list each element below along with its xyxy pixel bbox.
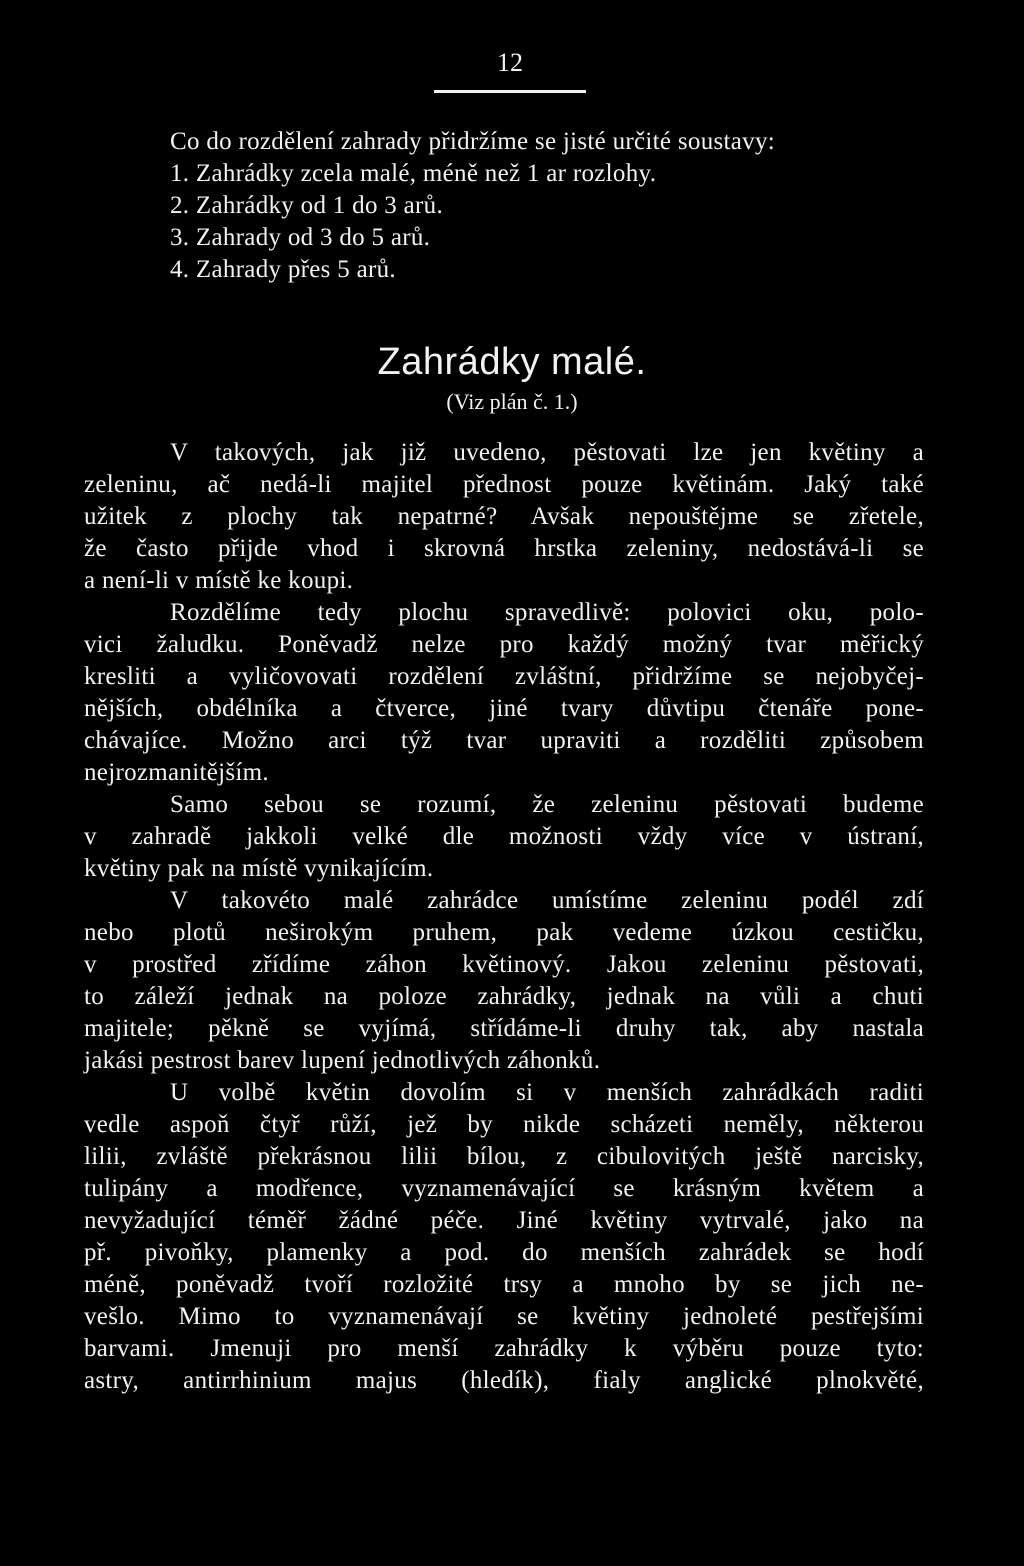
paragraph-line: majitele; pěkně se vyjímá, střídáme-li druhy tak, aby nastala xyxy=(84,1015,924,1042)
paragraph-line: nejrozmanitějším. xyxy=(84,759,269,786)
paragraph-line: vedle aspoň čtyř růží, jež by nikde scházeti neměly, některou xyxy=(84,1111,924,1138)
paragraph-line: kresliti a vyličovovati rozdělení zvláštní, přidržíme se nejobyčej- xyxy=(84,663,924,690)
list-item: 4. Zahrady přes 5 arů. xyxy=(170,256,396,283)
paragraph-line: nevyžadující téměř žádné péče. Jiné květiny vytrvalé, jako na xyxy=(84,1207,924,1234)
paragraph-line: U volbě květin dovolím si v menších zahrádkách raditi xyxy=(170,1079,924,1106)
intro-block xyxy=(170,126,950,158)
list-item: 1. Zahrádky zcela malé, méně než 1 ar rozlohy. xyxy=(170,160,657,187)
paragraph-line: méně, poněvadž tvoří rozložité trsy a mnoho by se jich ne- xyxy=(84,1271,924,1298)
section-subtitle: (Viz plán č. 1.) xyxy=(446,389,578,414)
list-item: 3. Zahrady od 3 do 5 arů. xyxy=(170,224,431,251)
paragraph-line: v zahradě jakkoli velké dle možnosti vždy více v ústraní, xyxy=(84,823,924,850)
paragraph-line: užitek z plochy tak nepatrné? Avšak nepouštějme se zřetele, xyxy=(84,503,924,530)
paragraph-line: chávajíce. Možno arci týž tvar upraviti a rozděliti způsobem xyxy=(84,727,924,754)
page-number: 12 xyxy=(497,48,523,77)
paragraph-line: tulipány a modřence, vyznamenávající se krásným květem a xyxy=(84,1175,924,1202)
paragraph-line: vici žaludku. Poněvadž nelze pro každý možný tvar měřický xyxy=(84,631,924,658)
paragraph-line: Samo sebou se rozumí, že zeleninu pěstovati budeme xyxy=(170,791,924,818)
paragraph-line: V takovéto malé zahrádce umístíme zeleninu podél zdí xyxy=(170,887,924,914)
page-number-rule xyxy=(434,90,586,93)
paragraph-line: nějších, obdélníka a čtverce, jiné tvary důvtipu čtenáře pone- xyxy=(84,695,924,722)
intro-line: Co do rozdělení zahrady přidržíme se jisté určité soustavy: xyxy=(170,128,776,155)
paragraph-line: a není-li v místě ke koupi. xyxy=(84,567,354,594)
paragraph-line: květiny pak na místě vynikajícím. xyxy=(84,855,434,882)
division-list xyxy=(170,158,950,286)
paragraph-line: zeleninu, ač nedá-li majitel přednost pouze květinám. Jaký také xyxy=(84,471,924,498)
paragraph-line: Rozdělíme tedy plochu spravedlivě: polovici oku, polo- xyxy=(170,599,924,626)
paragraph-line: př. pivoňky, plamenky a pod. do menších zahrádek se hodí xyxy=(84,1239,924,1266)
paragraph-line: to záleží jednak na poloze zahrádky, jednak na vůli a chuti xyxy=(84,983,924,1010)
paragraph-line: barvami. Jmenuji pro menší zahrádky k výběru pouze tyto: xyxy=(84,1335,924,1362)
paragraph-line: nebo plotů neširokým pruhem, pak vedeme úzkou cestičku, xyxy=(84,919,924,946)
paragraph-line: že často přijde vhod i skrovná hrstka zeleniny, nedostává-li se xyxy=(84,535,924,562)
paragraph-line: V takových, jak již uvedeno, pěstovati lze jen květiny a xyxy=(170,439,924,466)
paragraph-line: astry, antirrhinium majus (hledík), fialy anglické plnokvěté, xyxy=(84,1367,924,1394)
paragraph-line: jakási pestrost barev lupení jednotlivých záhonků. xyxy=(84,1047,601,1074)
paragraph-line: v prostřed zřídíme záhon květinový. Jakou zeleninu pěstovati, xyxy=(84,951,924,978)
paragraph-line: vešlo. Mimo to vyznamenávají se květiny jednoleté pestřejšími xyxy=(84,1303,924,1330)
section-title: Zahrádky malé. xyxy=(377,341,647,383)
body-text xyxy=(84,437,944,1397)
list-item: 2. Zahrádky od 1 do 3 arů. xyxy=(170,192,444,219)
paragraph-line: lilii, zvláště překrásnou lilii bílou, z cibulovitých ještě narcisky, xyxy=(84,1143,924,1170)
